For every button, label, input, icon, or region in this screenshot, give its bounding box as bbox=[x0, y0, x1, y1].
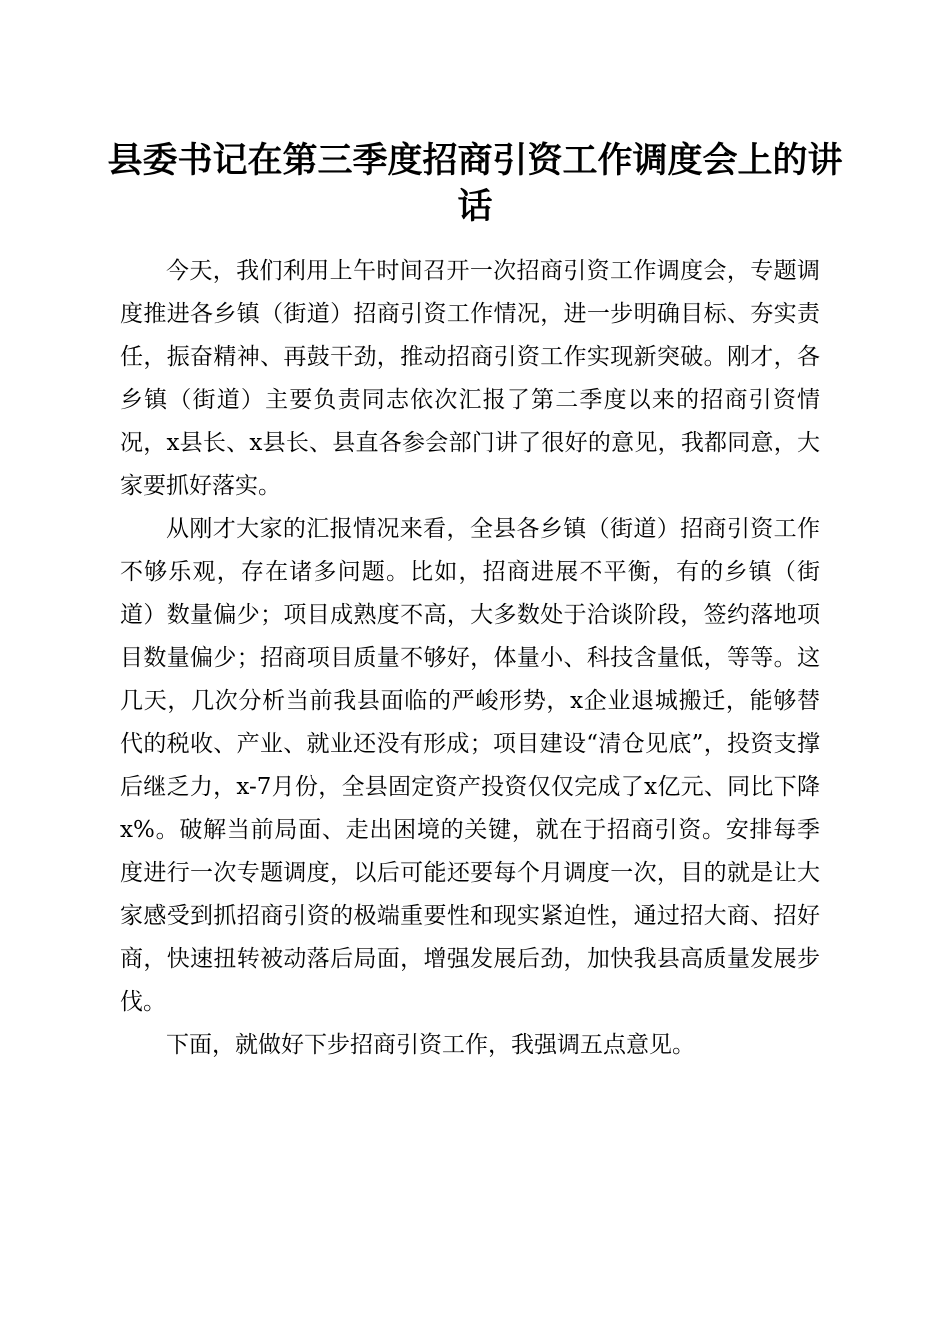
paragraph-3: 下面，就做好下步招商引资工作，我强调五点意见。 bbox=[166, 1032, 695, 1058]
paragraph-2: 从刚才大家的汇报情况来看，全县各乡镇（街道）招商引资工作不够乐观，存在诸多问题。比如，招商进展不平衡，有的乡镇（街道）数量偏少；项目成熟度不高，大多数处于洽谈阶段，签约落地项目数量偏少；招商项目质量不够好，体量小、科技含量低，等等。这几天，几次分析当前我县面临的严峻形势，x企业退城搬迁，能够替代的税收、产业、就业还没有形成；项目建设“清仓见底”，投资支撑后继乏力，x-7月份，全县固定资产投资仅仅完成了x亿元、同比下降x%。破解当前局面、走出困境的关键，就在于招商引资。安排每季度进行一次专题调度，以后可能还要每个月调度一次，目的就是让大家感受到抓招商引资的极端重要性和现实紧迫性，通过招大商、招好商，快速扭转被动落后局面，增强发展后劲，加快我县高质量发展步伐。 bbox=[120, 516, 820, 1015]
document-body bbox=[120, 250, 820, 1067]
document-title: 县委书记在第三季度招商引资工作调度会上的讲话 bbox=[107, 140, 843, 227]
paragraph-1: 今天，我们利用上午时间召开一次招商引资工作调度会，专题调度推进各乡镇（街道）招商引资工作情况，进一步明确目标、夯实责任，振奋精神、再鼓干劲，推动招商引资工作实现新突破。刚才，各乡镇（街道）主要负责同志依次汇报了第二季度以来的招商引资情况，x县长、x县长、县直各参会部门讲了很好的意见，我都同意，大家要抓好落实。 bbox=[120, 258, 820, 499]
